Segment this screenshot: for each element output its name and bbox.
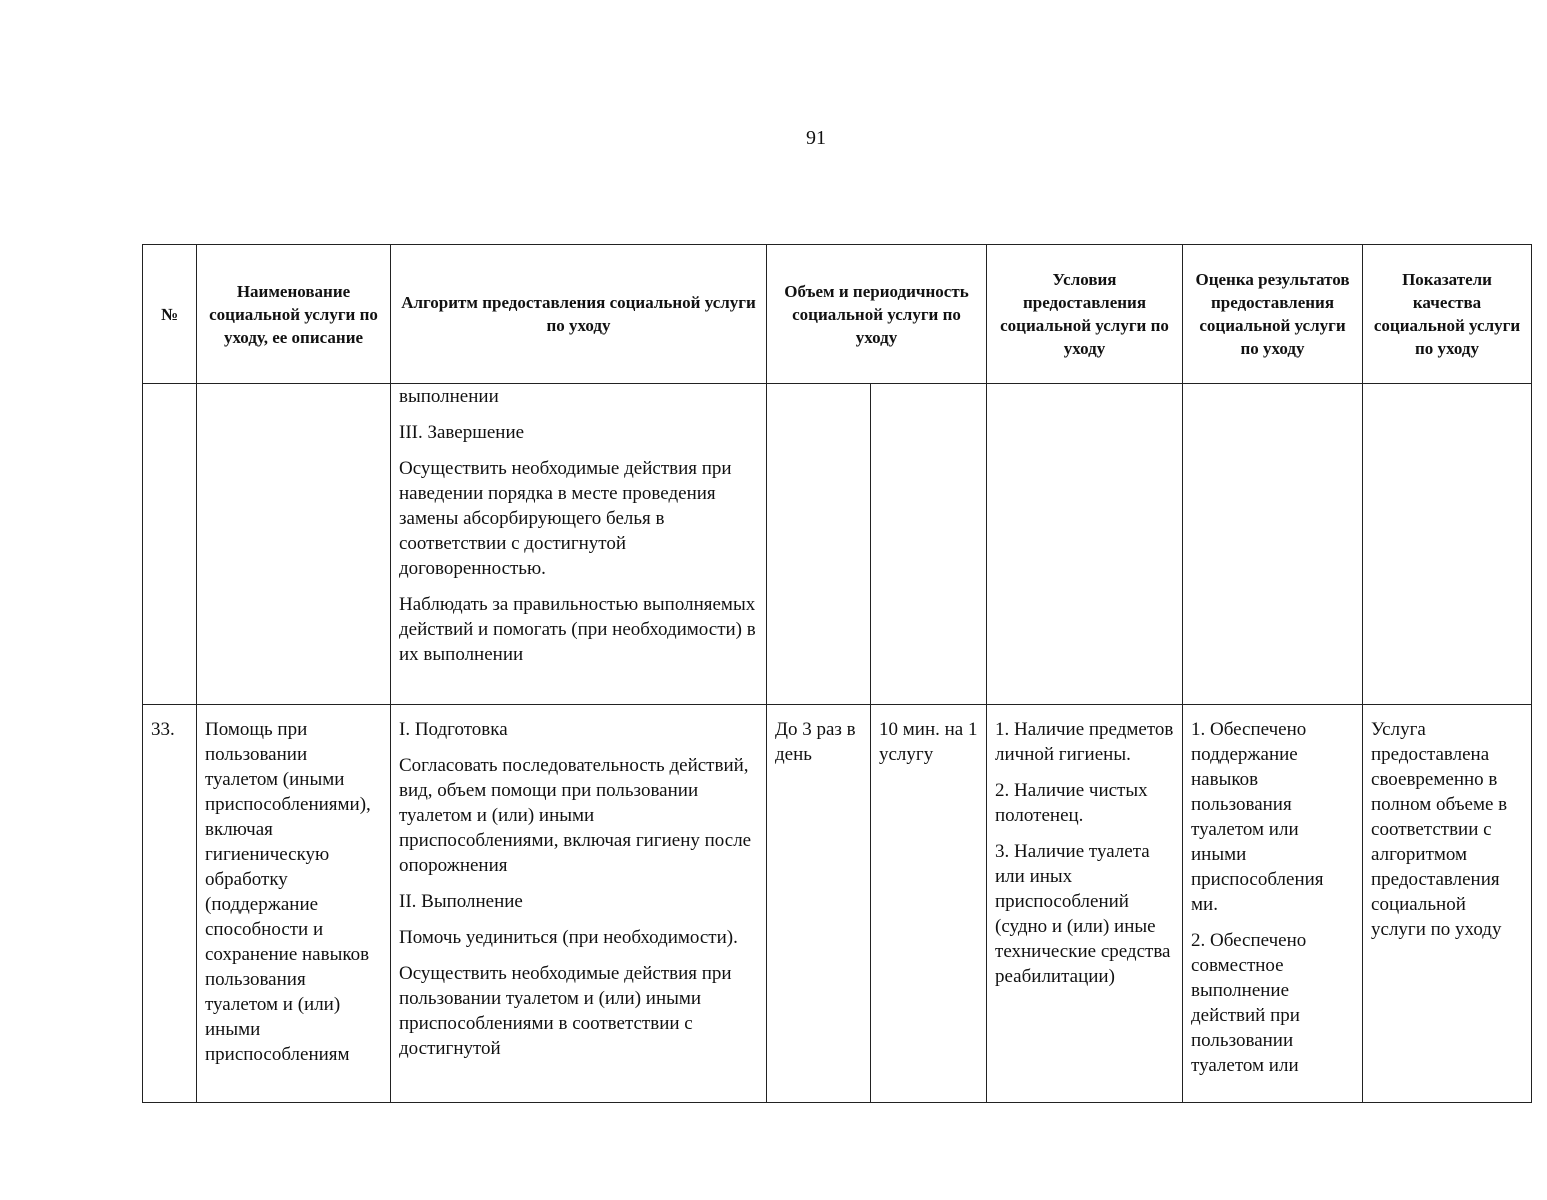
table-row-33: [143, 705, 1532, 1103]
table-row-continued: [143, 384, 1532, 705]
cell-num: 33.: [143, 705, 197, 1103]
cell-conditions-empty: [987, 384, 1183, 705]
page-number: 91: [806, 127, 826, 149]
cell-evaluation-empty: [1183, 384, 1363, 705]
algorithm-section-heading: III. Завершение: [399, 422, 525, 443]
header-name: Наименование социальной услуги по уходу, ее описание: [197, 245, 391, 384]
cell-duration-empty: [871, 384, 987, 705]
cell-name-empty: [197, 384, 391, 705]
header-evaluation: Оценка результатов предоставления социальной услуги по уходу: [1183, 245, 1363, 384]
cell-evaluation: [1183, 705, 1363, 1103]
condition-item: 3. Наличие туалета или иных приспособлений (судно и (или) иные технические средства реабилитации): [995, 841, 1171, 987]
header-num: №: [143, 245, 197, 384]
evaluation-item: 1. Обеспечено поддержание навыков пользования туалетом или иными приспособления ми.: [1191, 719, 1324, 915]
cell-frequency-empty: [767, 384, 871, 705]
cell-name: [197, 705, 391, 1103]
service-name: Помощь при пользовании туалетом (иными приспособлениями), включая гигиеническую обработку (поддержание способности и сохранение навыков пользования туалетом и (или) иными приспособлениям: [205, 719, 371, 1065]
condition-item: 2. Наличие чистых полотенец.: [995, 780, 1148, 826]
cell-algorithm: [391, 705, 767, 1103]
cell-quality-empty: [1363, 384, 1532, 705]
header-conditions: Условия предоставления социальной услуги по уходу: [987, 245, 1183, 384]
algorithm-text: Наблюдать за правильностью выполняемых действий и помогать (при необходимости) в их выполнении: [399, 594, 756, 665]
algorithm-text: выполнении: [399, 386, 499, 407]
cell-quality: Услуга предоставлена своевременно в полном объеме в соответствии с алгоритмом предоставления социальной услуги по уходу: [1363, 705, 1532, 1103]
header-volume: Объем и периодичность социальной услуги по уходу: [767, 245, 987, 384]
algorithm-text: Согласовать последовательность действий, вид, объем помощи при пользовании туалетом и (или) иными приспособлениями, включая гигиену после опорожнения: [399, 755, 752, 876]
algorithm-section-heading: I. Подготовка: [399, 719, 508, 740]
algorithm-text: Помочь уединиться (при необходимости).: [399, 927, 738, 948]
header-row: [143, 245, 1532, 384]
cell-algorithm-continued: [391, 384, 767, 705]
condition-item: 1. Наличие предметов личной гигиены.: [995, 719, 1174, 765]
algorithm-text: Осуществить необходимые действия при наведении порядка в месте проведения замены абсорбирующего белья в соответствии с достигнутой договоренностью.: [399, 458, 732, 579]
cell-frequency: До 3 раз в день: [767, 705, 871, 1103]
algorithm-section-heading: II. Выполнение: [399, 891, 523, 912]
header-algorithm: Алгоритм предоставления социальной услуги по уходу: [391, 245, 767, 384]
cell-duration: 10 мин. на 1 услугу: [871, 705, 987, 1103]
cell-num-empty: [143, 384, 197, 705]
services-table: [142, 244, 1532, 1103]
algorithm-text: Осуществить необходимые действия при пользовании туалетом и (или) иными приспособлениями в соответствии с достигнутой: [399, 963, 732, 1059]
evaluation-item: 2. Обеспечено совместное выполнение действий при пользовании туалетом или: [1191, 930, 1307, 1076]
cell-conditions: [987, 705, 1183, 1103]
header-quality: Показатели качества социальной услуги по уходу: [1363, 245, 1532, 384]
